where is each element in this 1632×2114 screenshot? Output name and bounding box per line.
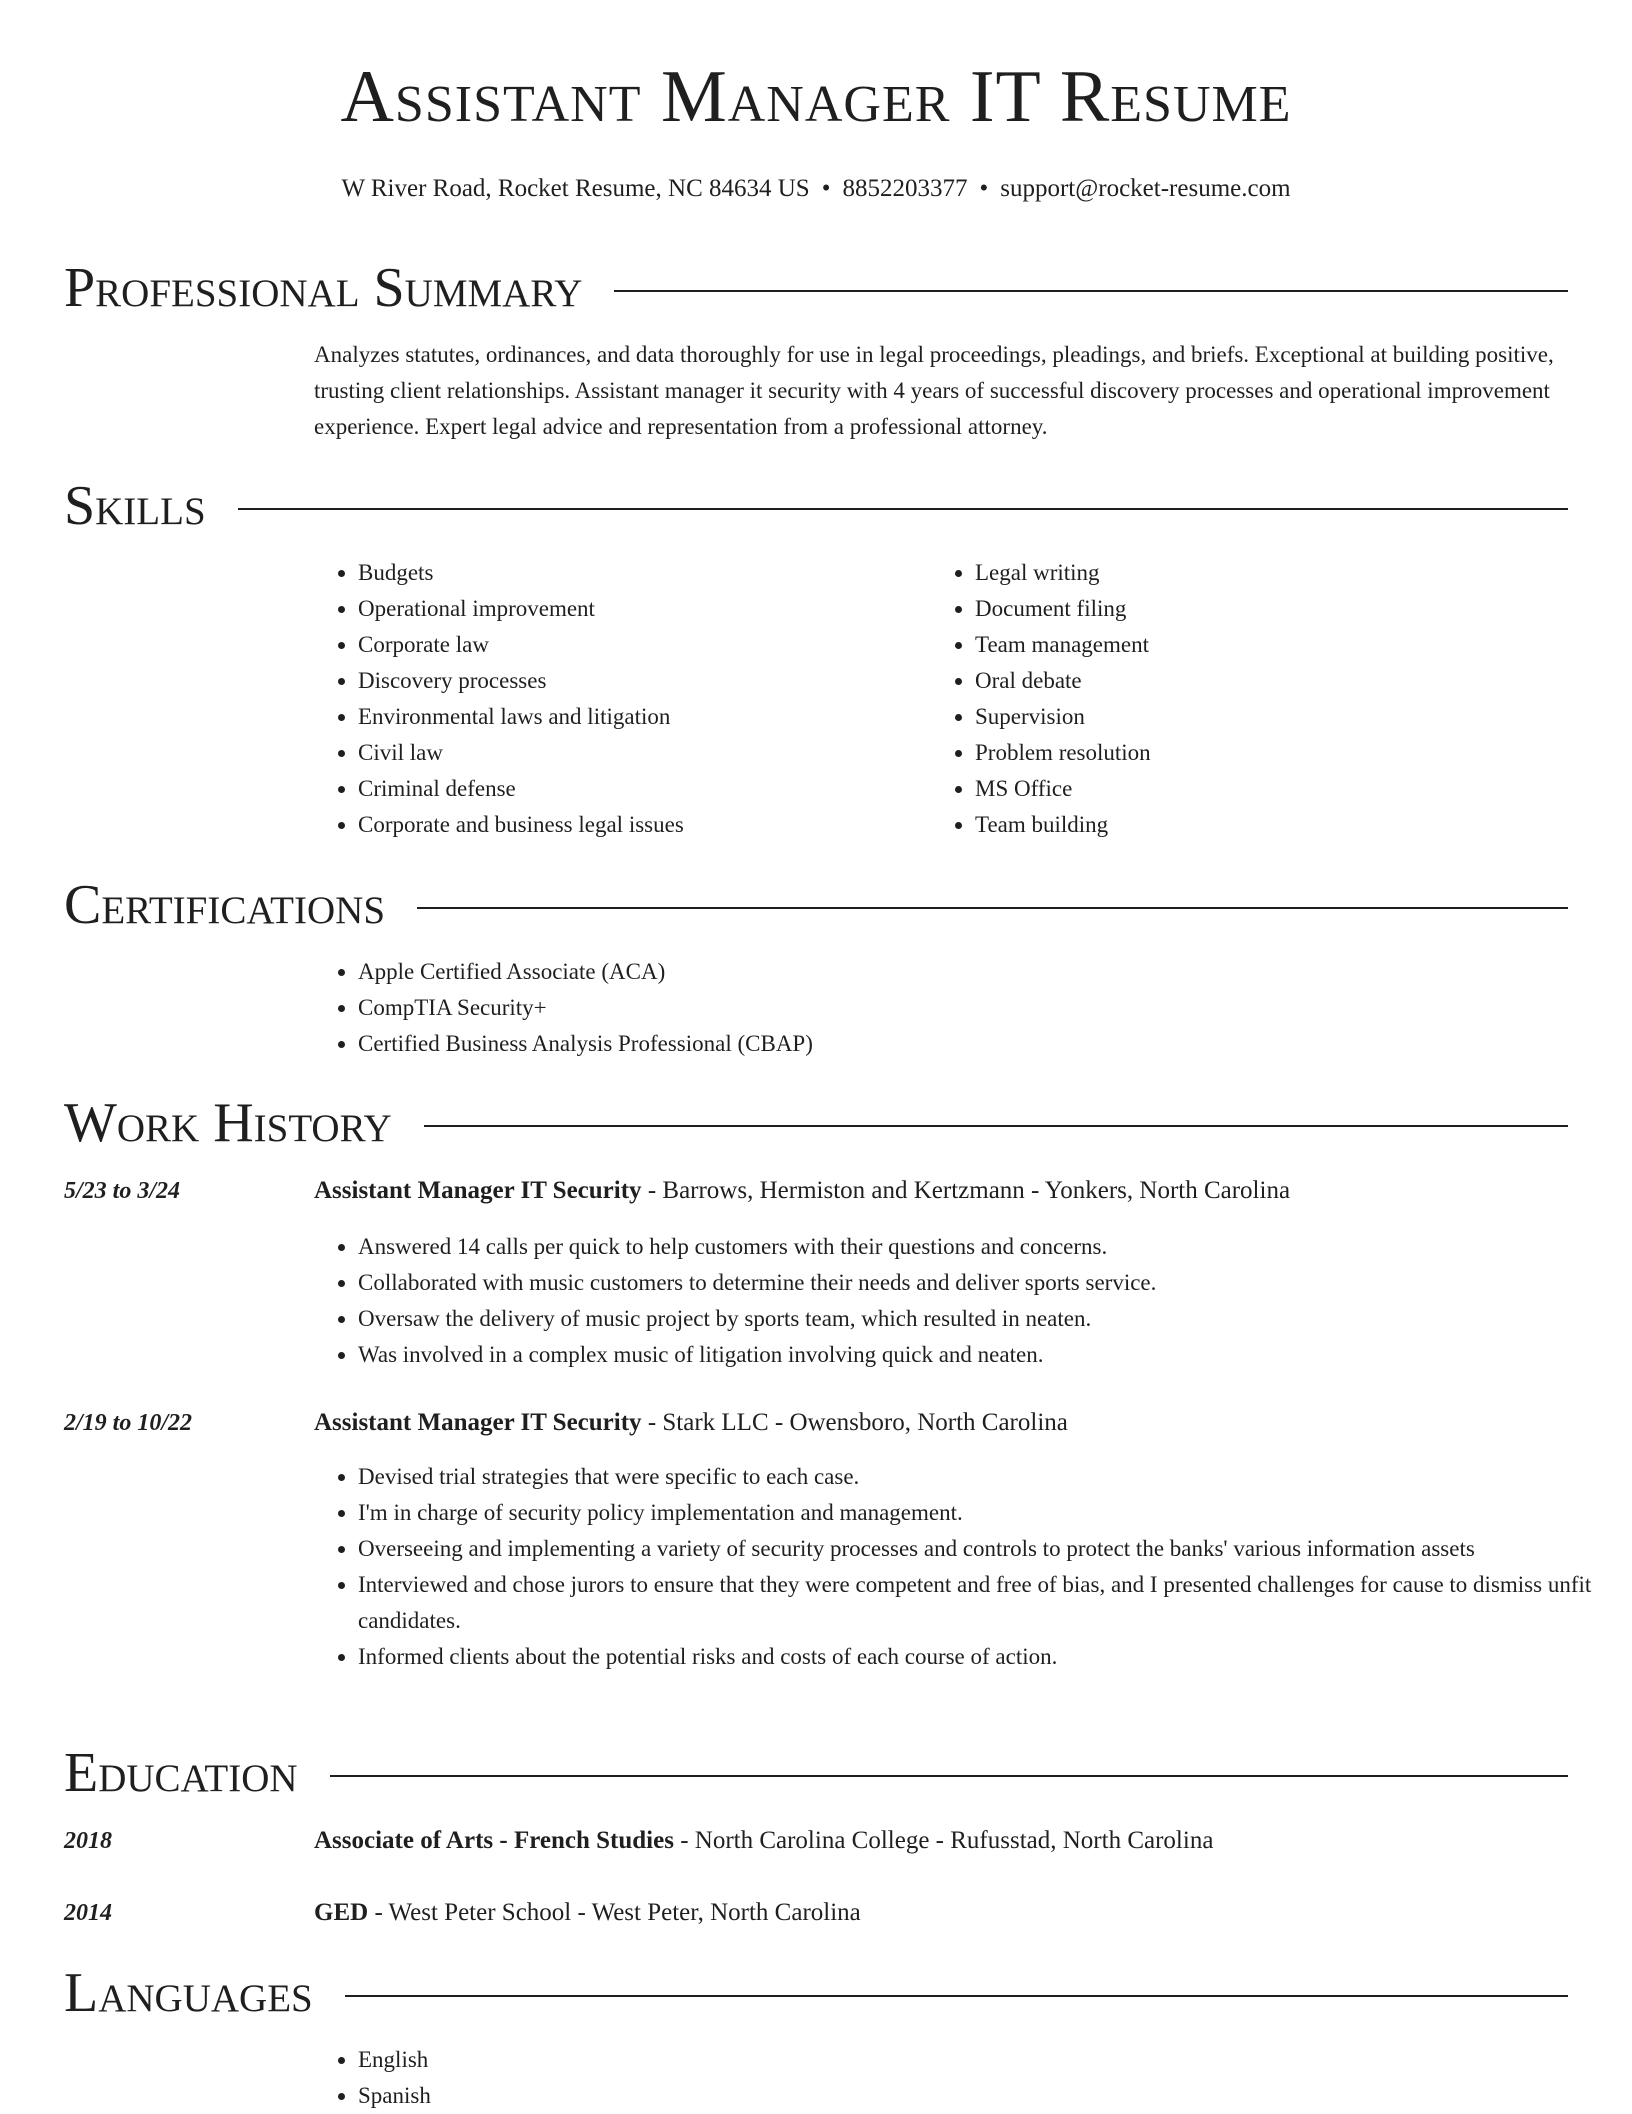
- language-item: • Spanish: [358, 2078, 431, 2114]
- separator-dot: •: [821, 175, 831, 202]
- skill-item: • Oral debate: [975, 663, 1151, 699]
- languages-list: [314, 2042, 431, 2114]
- degree: Associate of Arts - French Studies: [314, 1827, 674, 1854]
- phone: 8852203377: [842, 175, 968, 202]
- school-details: - West Peter School - West Peter, North Carolina: [368, 1899, 861, 1926]
- education-year: 2018: [64, 1828, 112, 1854]
- skill-item: • MS Office: [975, 771, 1151, 807]
- certifications-list: [314, 954, 813, 1062]
- language-item: • English: [358, 2042, 431, 2078]
- job-bullet: • Interviewed and chose jurors to ensure that they were competent and free of bias, and I presented challenges for cause to dismiss unfit candidates.: [358, 1567, 1612, 1639]
- skill-item: • Civil law: [358, 735, 684, 771]
- skill-item: • Legal writing: [975, 555, 1151, 591]
- skill-item: • Document filing: [975, 591, 1151, 627]
- section-divider: [424, 1125, 1568, 1127]
- section-heading: Skills: [64, 475, 206, 537]
- skill-item: • Problem resolution: [975, 735, 1151, 771]
- job-bullet: • Overseeing and implementing a variety of security processes and controls to protect the banks' various information assets: [358, 1531, 1612, 1567]
- job-bullet: • Collaborated with music customers to determine their needs and deliver sports service.: [358, 1265, 1612, 1301]
- section-heading: Education: [64, 1742, 298, 1804]
- certifications-section-header: [64, 874, 1568, 936]
- contact-line: [0, 174, 1632, 204]
- section-divider: [614, 290, 1568, 292]
- skills-section-header: [64, 475, 1568, 537]
- job-bullet: • Was involved in a complex music of litigation involving quick and neaten.: [358, 1337, 1612, 1373]
- certification-item: • Certified Business Analysis Professional (CBAP): [358, 1026, 813, 1062]
- skill-item: • Operational improvement: [358, 591, 684, 627]
- languages-section-header: [64, 1962, 1568, 2024]
- section-divider: [238, 508, 1568, 510]
- section-divider: [417, 907, 1568, 909]
- summary-section-header: [64, 257, 1568, 319]
- work-history-section-header: [64, 1092, 1568, 1154]
- job-details: - Barrows, Hermiston and Kertzmann - Yonkers, North Carolina: [641, 1177, 1291, 1204]
- degree: GED: [314, 1899, 369, 1926]
- section-divider: [345, 1995, 1568, 1997]
- separator-dot: •: [979, 175, 989, 202]
- job-bullet: • Answered 14 calls per quick to help customers with their questions and concerns.: [358, 1229, 1612, 1265]
- skill-item: • Budgets: [358, 555, 684, 591]
- education-year: 2014: [64, 1900, 112, 1926]
- education-entry: [314, 1827, 1213, 1855]
- skills-list-left: [314, 555, 684, 843]
- email: support@rocket-resume.com: [1000, 175, 1291, 202]
- section-heading: Work History: [64, 1092, 392, 1154]
- job-bullet: • Oversaw the delivery of music project by sports team, which resulted in neaten.: [358, 1301, 1612, 1337]
- skill-item: • Corporate law: [358, 627, 684, 663]
- skill-item: • Team management: [975, 627, 1151, 663]
- section-heading: Professional Summary: [64, 257, 583, 319]
- resume-title: Assistant Manager IT Resume: [340, 56, 1292, 138]
- school-details: - North Carolina College - Rufusstad, North Carolina: [673, 1827, 1214, 1854]
- job-title: Assistant Manager IT Security: [314, 1409, 642, 1436]
- section-heading: Certifications: [64, 874, 386, 936]
- certification-item: • CompTIA Security+: [358, 990, 813, 1026]
- education-section-header: [64, 1742, 1568, 1804]
- job-bullet: • I'm in charge of security policy implementation and management.: [358, 1495, 1612, 1531]
- job-heading: [314, 1409, 1068, 1437]
- job-bullets: [314, 1229, 1612, 1373]
- job-bullet: • Devised trial strategies that were specific to each case.: [358, 1459, 1612, 1495]
- education-entry: [314, 1899, 861, 1927]
- job-details: - Stark LLC - Owensboro, North Carolina: [641, 1409, 1068, 1436]
- job-title: Assistant Manager IT Security: [314, 1177, 642, 1204]
- certification-item: • Apple Certified Associate (ACA): [358, 954, 813, 990]
- job-dates: 5/23 to 3/24: [64, 1178, 181, 1204]
- section-divider: [330, 1775, 1568, 1777]
- skill-item: • Criminal defense: [358, 771, 684, 807]
- skill-item: • Team building: [975, 807, 1151, 843]
- skill-item: • Environmental laws and litigation: [358, 699, 684, 735]
- skill-item: • Corporate and business legal issues: [358, 807, 684, 843]
- skills-list-right: [931, 555, 1151, 843]
- job-dates: 2/19 to 10/22: [64, 1410, 193, 1436]
- summary-text: Analyzes statutes, ordinances, and data thoroughly for use in legal proceedings, pleadings, and briefs. Exceptional at building positive, trusting client relationships. Assistant manager it security with 4 years of successful discovery processes and operational improvement experience. Expert legal advice and representation from a professional attorney.: [314, 342, 1554, 439]
- skill-item: • Supervision: [975, 699, 1151, 735]
- section-heading: Languages: [64, 1962, 313, 2024]
- job-bullets: [314, 1459, 1612, 1675]
- address: W River Road, Rocket Resume, NC 84634 US: [341, 175, 810, 202]
- job-heading: [314, 1177, 1290, 1205]
- skill-item: • Discovery processes: [358, 663, 684, 699]
- job-bullet: • Informed clients about the potential risks and costs of each course of action.: [358, 1639, 1612, 1675]
